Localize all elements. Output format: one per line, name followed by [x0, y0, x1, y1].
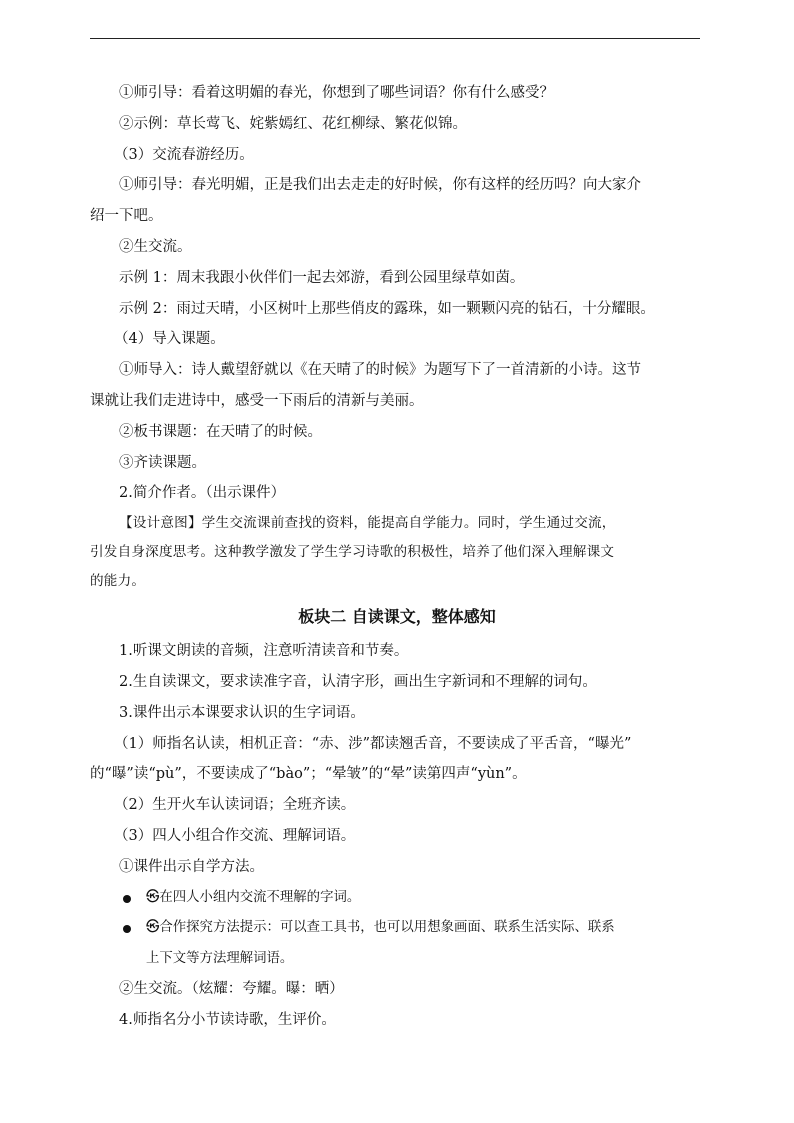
bullet-icon [123, 895, 131, 903]
paragraph-line: 的“曝”读“pù”，不要读成了“bào”；“晕皱”的“晕”读第四声“yùn”。 [90, 766, 527, 783]
paragraph-line: ③齐读课题。 [119, 454, 206, 471]
paragraph-line: 示例 2：雨过天晴，小区树叶上那些俏皮的露珠，如一颗颗闪亮的钻石，十分耀眼。 [119, 300, 655, 317]
paragraph-line: ①师导入：诗人戴望舒就以《在天晴了的时候》为题写下了一首清新的小诗。这节 [119, 362, 641, 379]
paragraph-line: 2.生自读课文，要求读准字音，认清字形，画出生字新词和不理解的词句。 [119, 673, 597, 690]
document-body [90, 78, 704, 1036]
paragraph-line: 1.听课文朗读的音频，注意听清读音和节奏。 [119, 643, 409, 660]
paragraph-line: 绍一下吧。 [90, 208, 163, 225]
paragraph-line: （3）四人小组合作交流、理解词语。 [114, 827, 356, 844]
paragraph-line: ②生交流。（炫耀：夸耀。曝：晒） [119, 981, 344, 998]
bullet-icon [123, 925, 131, 933]
paragraph-line: （3）交流春游经历。 [114, 146, 254, 163]
paragraph-line: ①师引导：春光明媚，正是我们出去走走的好时候，你有这样的经历吗？向大家介 [119, 177, 641, 194]
bullet-text: 上下文等方法理解词语。 [146, 950, 294, 966]
paragraph-line: 课就让我们走进诗中，感受一下雨后的清新与美丽。 [90, 392, 424, 409]
design-intent-line: 引发自身深度思考。这种教学激发了学生学习诗歌的积极性，培养了他们深入理解课文 [90, 544, 615, 561]
bullet-item [90, 913, 704, 944]
paragraph-line: ①师引导：看着这明媚的春光，你想到了哪些词语？你有什么感受？ [119, 85, 554, 101]
paragraph-line: （2）生开火车认读词语；全班齐读。 [114, 797, 356, 814]
paragraph-line: 示例 1：周末我跟小伙伴们一起去郊游，看到公园里绿草如茵。 [119, 269, 525, 286]
section-heading: 板块二 自读课文，整体感知 [298, 607, 496, 627]
paragraph-line: 3.课件出示本课要求认识的生字词语。 [119, 704, 365, 721]
header-rule [90, 38, 700, 39]
paragraph-line: ②示例：草长莺飞、姹紫嫣红、花红柳绿、繁花似锦。 [119, 115, 467, 132]
paragraph-line: ②生交流。 [119, 238, 192, 255]
paragraph-line: （1）师指名认读，相机正音：“赤、涉”都读翘舌音，不要读成了平舌音，“曝光” [114, 735, 632, 752]
design-intent-line: 的能力。 [90, 573, 146, 590]
design-intent-line: 【设计意图】学生交流课前查找的资料，能提高自学能力。同时，学生通过交流， [119, 515, 616, 532]
bullet-text: ㉿在四人小组内交流不理解的字词。 [146, 889, 361, 905]
paragraph-line: （4）导入课题。 [114, 331, 225, 348]
paragraph-line: ①课件出示自学方法。 [119, 858, 264, 875]
paragraph-line: ②板书课题：在天晴了的时候。 [119, 423, 322, 440]
paragraph-line: 4.师指名分小节读诗歌，生评价。 [119, 1011, 336, 1028]
bullet-text: ㉿合作探究方法提示：可以查工具书，也可以用想象画面、联系生活实际、联系 [146, 920, 615, 936]
paragraph-line: 2.简介作者。（出示课件） [119, 485, 286, 502]
bullet-item [90, 883, 704, 914]
bullet-continuation [90, 944, 704, 975]
